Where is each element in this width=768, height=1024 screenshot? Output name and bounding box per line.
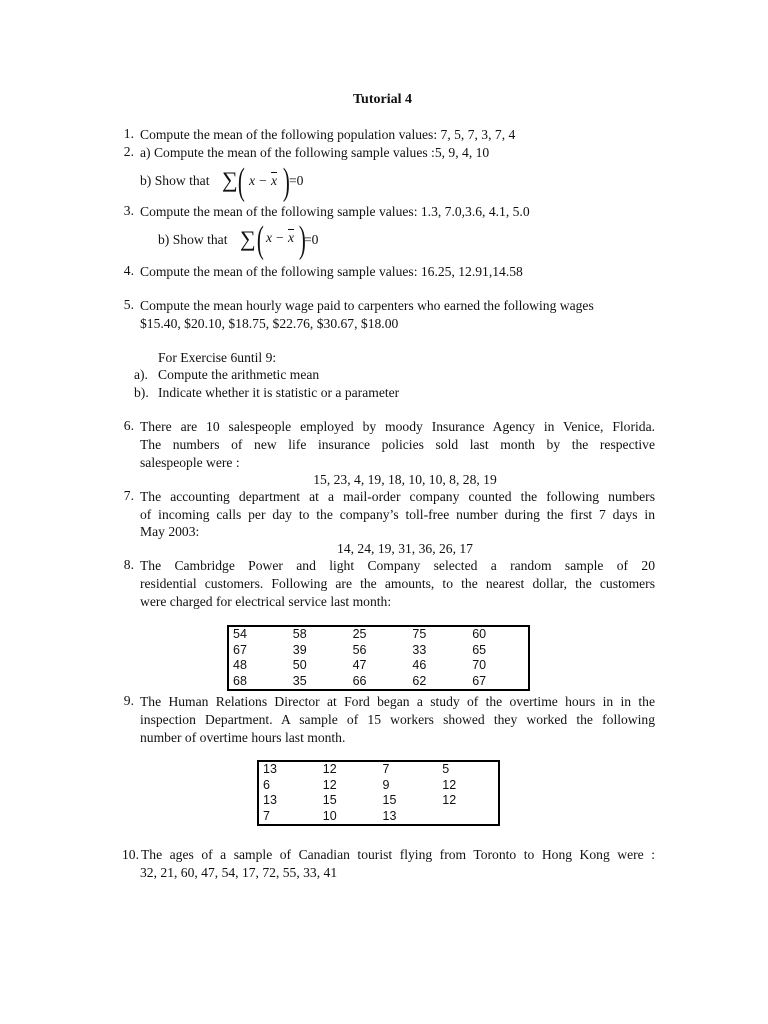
- right-paren-icon: ): [298, 219, 306, 261]
- table-cell: 50: [292, 658, 307, 672]
- q6-data: 15, 23, 4, 19, 18, 10, 10, 8, 28, 19: [313, 472, 497, 487]
- table-row: [258, 809, 499, 826]
- q9-line-2: inspection Department. A sample of 15 workers showed they worked the following: [140, 712, 655, 727]
- table-cell: 39: [292, 642, 307, 657]
- page-title: Tutorial 4: [353, 92, 412, 107]
- table-cell: 7: [382, 762, 390, 776]
- q10-number: 10.: [122, 847, 139, 862]
- table-cell: 58: [292, 627, 307, 641]
- table-cell: 13: [263, 793, 277, 807]
- table-cell: 62: [412, 673, 427, 688]
- q2-number: 2.: [123, 144, 134, 159]
- table-cell: 12: [322, 777, 337, 792]
- table-cell: 9: [382, 777, 390, 792]
- q6-line-2: The numbers of new life insurance policies sold last month by the respective: [140, 437, 655, 452]
- q2-expr-x: x: [249, 173, 256, 188]
- summation-icon: ∑: [240, 226, 256, 251]
- table-row: [228, 643, 529, 659]
- q3-expr-minus: −: [276, 230, 284, 245]
- q5-line-2: $15.40, $20.10, $18.75, $22.76, $30.67, $18.00: [140, 316, 399, 331]
- q9-number: 9.: [123, 693, 134, 708]
- q3-expr-xbar: $\overline{x}$: [288, 230, 295, 245]
- q4-text: Compute the mean of the following sample values: 16.25, 12.91,14.58: [140, 264, 523, 279]
- q2-expr-xbar: $\overline{x}$: [271, 173, 278, 188]
- table-cell: 68: [233, 673, 247, 688]
- table-cell: 6: [263, 777, 270, 792]
- table-cell: 60: [472, 627, 487, 641]
- table-cell: 75: [412, 627, 427, 641]
- q2-b-prefix: b) Show that: [140, 173, 210, 188]
- table-cell: 15: [382, 793, 397, 807]
- q6-line-1: There are 10 salespeople employed by moody Insurance Agency in Venice, Florida.: [140, 419, 655, 434]
- table-cell: 47: [352, 658, 367, 672]
- instruction-b-label: b).: [134, 385, 149, 400]
- q7-number: 7.: [123, 488, 134, 503]
- table-cell: 7: [263, 808, 270, 823]
- table-cell: 65: [472, 642, 487, 657]
- table-row: [258, 793, 499, 809]
- q2-part-a: a) Compute the mean of the following sample values :5, 9, 4, 10: [140, 145, 490, 160]
- q1-text: Compute the mean of the following population values: 7, 5, 7, 3, 7, 4: [140, 127, 516, 142]
- instruction-b-text: Indicate whether it is statistic or a parameter: [158, 385, 400, 400]
- table-cell: 70: [472, 658, 487, 672]
- q3-expr-x: x: [266, 230, 273, 245]
- table-row: [228, 626, 529, 643]
- q3-b-prefix: b) Show that: [158, 232, 228, 247]
- q5-line-1: Compute the mean hourly wage paid to carpenters who earned the following wages: [140, 298, 594, 313]
- q3-part-b: [158, 219, 358, 264]
- q1-number: 1.: [123, 126, 134, 141]
- table-cell: 25: [352, 627, 367, 641]
- table-cell: 15: [322, 793, 337, 807]
- q3-number: 3.: [123, 203, 134, 218]
- instruction-a-label: a).: [134, 367, 148, 382]
- q9-line-3: number of overtime hours last month.: [140, 730, 346, 745]
- q10-line-2: 32, 21, 60, 47, 54, 17, 72, 55, 33, 41: [140, 865, 338, 880]
- table-cell: 12: [442, 777, 457, 792]
- table-cell: 13: [263, 762, 277, 776]
- table-cell: 13: [382, 808, 397, 823]
- q3-b-suffix: =0: [304, 232, 319, 247]
- q7-line-1: The accounting department at a mail-order company counted the following numbers: [140, 489, 655, 504]
- table-row: [258, 778, 499, 794]
- table-cell: 33: [412, 642, 427, 657]
- q8-line-1: The Cambridge Power and light Company selected a random sample of 20: [140, 558, 655, 573]
- table-cell: 67: [472, 673, 487, 688]
- table-cell: 10: [322, 808, 337, 823]
- q4-number: 4.: [123, 263, 134, 278]
- q7-data: 14, 24, 19, 31, 36, 26, 17: [337, 541, 473, 556]
- q8-line-2: residential customers. Following are the amounts, to the nearest dollar, the customers: [140, 576, 655, 591]
- q7-line-2: of incoming calls per day to the company’s toll-free number during the first 7 days in: [140, 507, 655, 522]
- table-cell: 48: [233, 658, 247, 672]
- right-paren-icon: ): [282, 161, 290, 203]
- table-cell: 67: [233, 642, 247, 657]
- q6-number: 6.: [123, 418, 134, 433]
- table-cell: 12: [322, 762, 337, 776]
- table-cell: 5: [442, 762, 450, 776]
- table-cell: 66: [352, 673, 367, 688]
- table-cell: [438, 809, 499, 826]
- table-row: [258, 761, 499, 778]
- table-cell: 56: [352, 642, 367, 657]
- q10-line-1: The ages of a sample of Canadian tourist flying from Toronto to Hong Kong were :: [141, 847, 655, 862]
- q6-line-3: salespeople were :: [140, 455, 240, 470]
- table-row: [228, 674, 529, 691]
- left-paren-icon: (: [237, 161, 245, 203]
- left-paren-icon: (: [256, 219, 264, 261]
- q3-text: Compute the mean of the following sample values: 1.3, 7.0,3.6, 4.1, 5.0: [140, 204, 530, 219]
- q8-line-3: were charged for electrical service last month:: [140, 594, 392, 609]
- table-cell: 46: [412, 658, 427, 672]
- table-cell: 35: [292, 673, 307, 688]
- q7-line-3: May 2003:: [140, 524, 200, 539]
- q2-part-b: [140, 161, 340, 206]
- q2-expr-minus: −: [259, 173, 267, 188]
- table-row: [228, 658, 529, 674]
- instruction-a-text: Compute the arithmetic mean: [158, 367, 320, 382]
- q9-line-1: The Human Relations Director at Ford began a study of the overtime hours in in the: [140, 694, 655, 709]
- instructions-heading: For Exercise 6until 9:: [158, 350, 277, 365]
- table-cell: 12: [442, 793, 457, 807]
- q5-number: 5.: [123, 297, 134, 312]
- q9-data-table: [257, 760, 500, 826]
- summation-icon: ∑: [222, 167, 238, 192]
- table-cell: 54: [233, 627, 247, 641]
- q8-number: 8.: [123, 557, 134, 572]
- q2-b-suffix: =0: [289, 173, 304, 188]
- q8-data-table: [227, 625, 530, 691]
